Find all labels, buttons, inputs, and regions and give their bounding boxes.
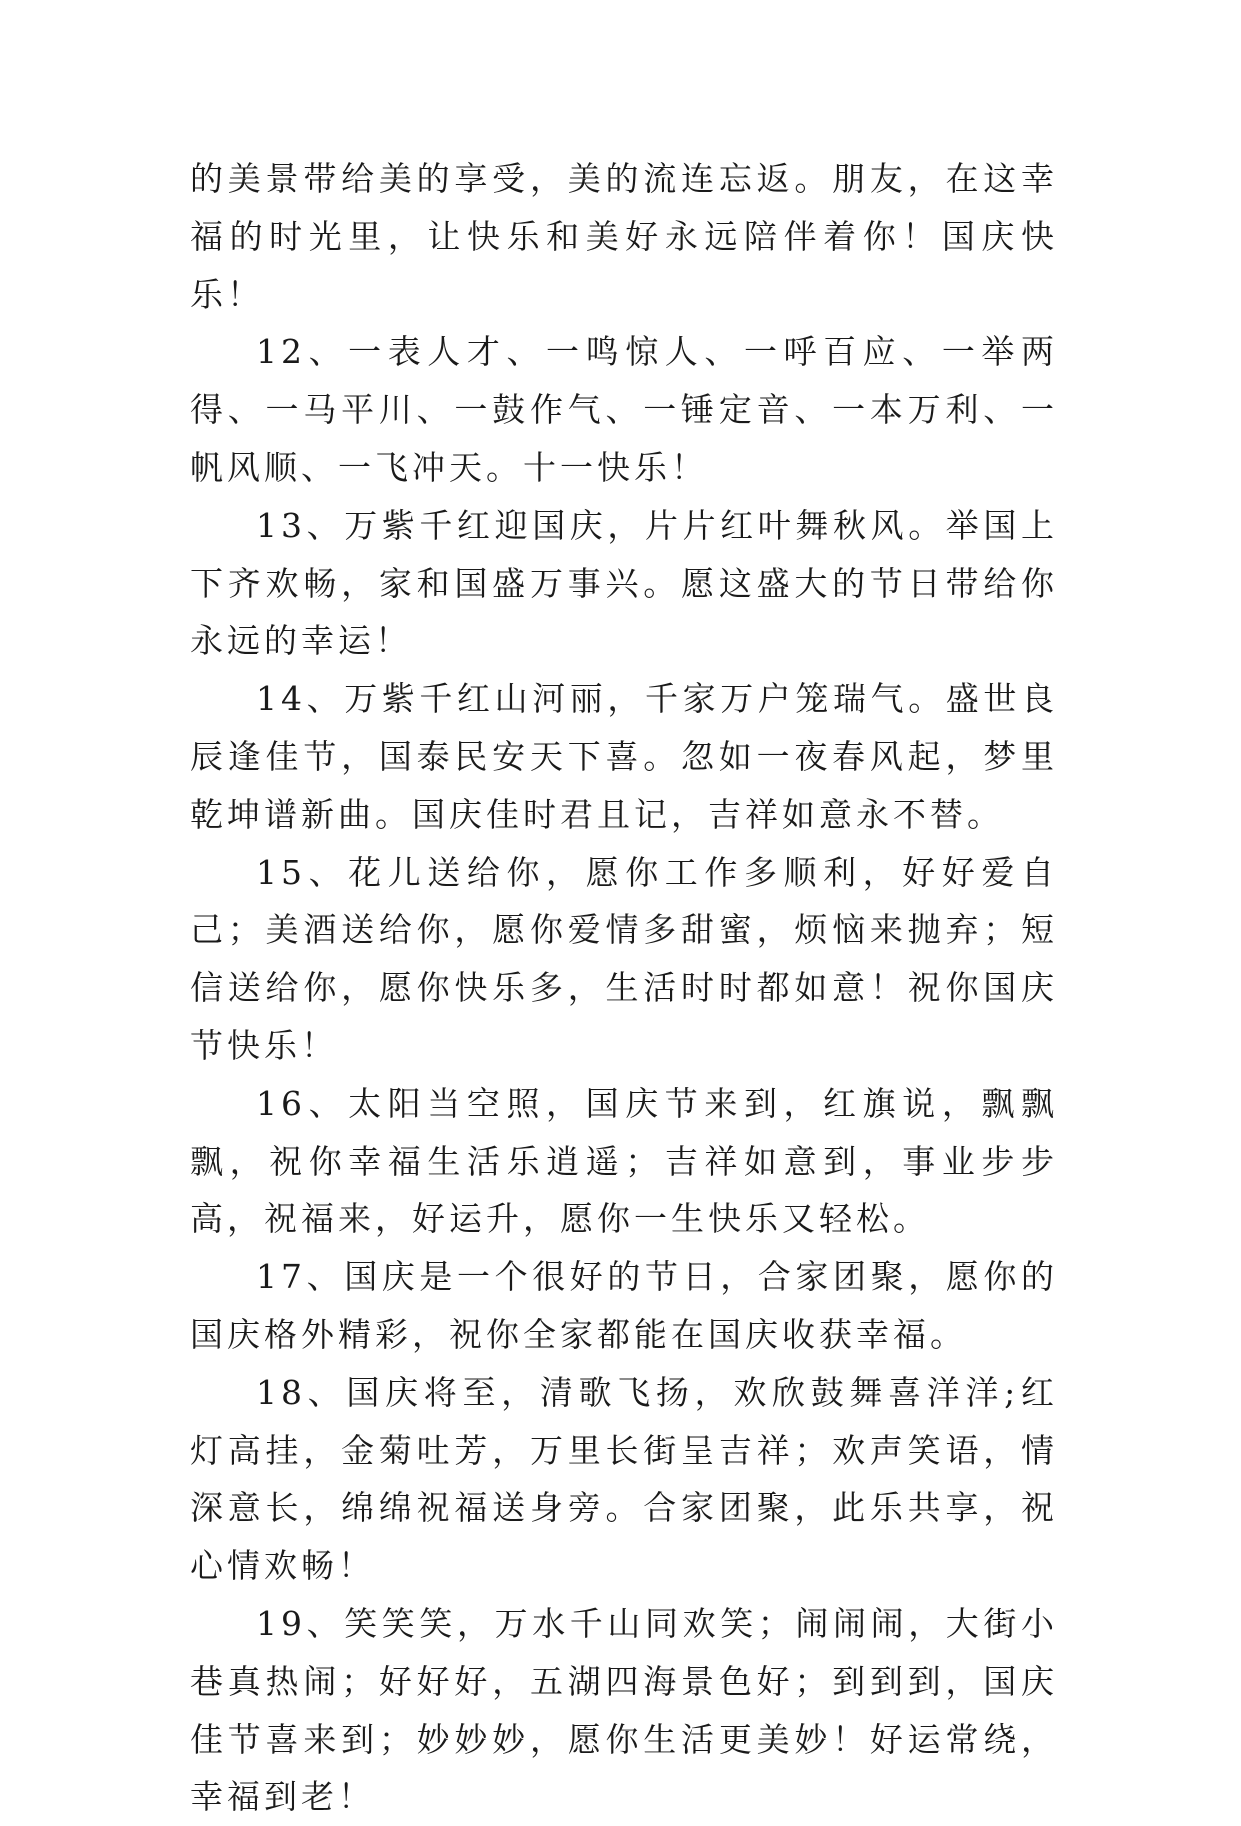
paragraph-item-15: 15、花儿送给你，愿你工作多顺利，好好爱自己；美酒送给你，愿你爱情多甜蜜，烦恼来抛弃；短信送给你，愿你快乐多，生活时时都如意！祝你国庆节快乐！ [190, 852, 1058, 1065]
paragraph-item-18: 18、国庆将至，清歌飞扬，欢欣鼓舞喜洋洋;红灯高挂，金菊吐芳，万里长街呈吉祥；欢声笑语，情深意长，绵绵祝福送身旁。合家团聚，此乐共享，祝心情欢畅！ [190, 1372, 1058, 1586]
paragraph-item-14: 14、万紫千红山河丽，千家万户笼瑞气。盛世良辰逢佳节，国泰民安天下喜。忽如一夜春风起，梦里乾坤谱新曲。国庆佳时君且记，吉祥如意永不替。 [190, 679, 1058, 834]
paragraph-item-13: 13、万紫千红迎国庆，片片红叶舞秋风。举国上下齐欢畅，家和国盛万事兴。愿这盛大的节日带给你永远的幸运！ [190, 505, 1058, 661]
paragraph-continuation: 的美景带给美的享受，美的流连忘返。朋友，在这幸福的时光里，让快乐和美好永远陪伴着你！国庆快乐！ [190, 159, 1058, 314]
document-page [190, 150, 1058, 1826]
paragraph-item-12: 12、一表人才、一鸣惊人、一呼百应、一举两得、一马平川、一鼓作气、一锤定音、一本万利、一帆风顺、一飞冲天。十一快乐！ [190, 332, 1058, 487]
paragraph-item-17: 17、国庆是一个很好的节日，合家团聚，愿你的国庆格外精彩，祝你全家都能在国庆收获幸福。 [190, 1257, 1058, 1354]
paragraph-item-19: 19、笑笑笑，万水千山同欢笑；闹闹闹，大街小巷真热闹；好好好，五湖四海景色好；到到到，国庆佳节喜来到；妙妙妙，愿你生活更美妙！好运常绕，幸福到老！ [190, 1603, 1058, 1817]
paragraph-item-16: 16、太阳当空照，国庆节来到，红旗说，飘飘飘，祝你幸福生活乐逍遥；吉祥如意到，事业步步高，祝福来，好运升，愿你一生快乐又轻松。 [190, 1083, 1058, 1239]
